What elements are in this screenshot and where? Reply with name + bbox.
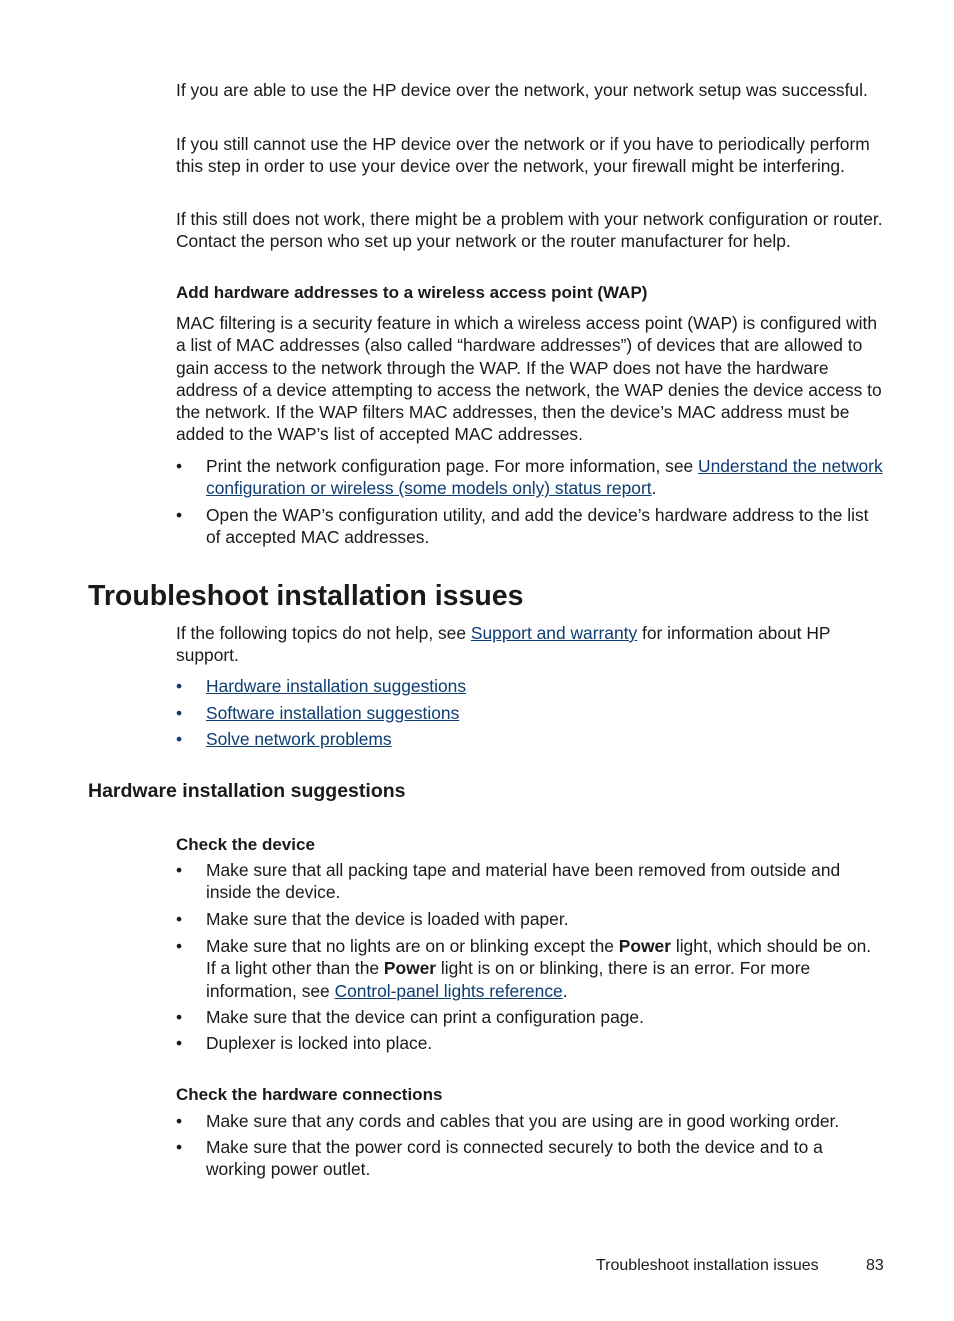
hardware-heading: Hardware installation suggestions: [88, 780, 406, 802]
bullet: •: [176, 703, 183, 723]
page-section-title: Troubleshoot installation issues: [88, 580, 524, 612]
bullet: •: [176, 729, 183, 749]
list-item-text: Open the WAP’s configuration utility, and add the device’s hardware address to the list of accepted MAC addresses.: [206, 505, 869, 548]
list-item-text: Make sure that the device can print a configuration page.: [206, 1007, 644, 1027]
list-item-text: Print the network configuration page. For more information, see Understand the network configuration or wireless (some models only) status report.: [206, 456, 883, 499]
wap-heading: Add hardware addresses to a wireless access point (WAP): [176, 283, 648, 302]
list-item-text: Make sure that any cords and cables that you are using are in good working order.: [206, 1111, 840, 1131]
list-item-text: Duplexer is locked into place.: [206, 1033, 433, 1053]
intro-paragraph-2: If you still cannot use the HP device over the network or if you have to periodically perform this step in order to use your device over the network, your firewall might be interfering.: [176, 134, 870, 177]
bullet: •: [176, 936, 183, 956]
bullet: •: [176, 909, 183, 929]
page-number: 83: [866, 1257, 884, 1274]
footer-section-label: Troubleshoot installation issues: [596, 1257, 819, 1274]
list-item-text: Make sure that the device is loaded with paper.: [206, 909, 569, 929]
bullet: •: [176, 860, 183, 880]
bullet: •: [176, 456, 183, 476]
understand-network-config-link[interactable]: Understand the network configuration or wireless (some models only) status report: [206, 456, 883, 499]
check-connections-heading: Check the hardware connections: [176, 1085, 443, 1104]
bullet: •: [176, 505, 183, 525]
bullet: •: [176, 1137, 183, 1157]
wap-body: MAC filtering is a security feature in which a wireless access point (WAP) is configured with a list of MAC addresses (also called “hardware addresses”) of devices that are allowed to gain access to the network through the WAP. If the WAP does not have the hardware address of a device attempting to access the network, the WAP denies the device access to the network. If the WAP filters MAC addresses, then the device’s MAC address must be added to the WAP’s list of accepted MAC addresses.: [176, 313, 882, 445]
list-item-text: Make sure that all packing tape and material have been removed from outside and inside the device.: [206, 860, 841, 903]
control-panel-lights-link[interactable]: Control-panel lights reference: [334, 980, 563, 1001]
troubleshoot-intro: If the following topics do not help, see Support and warranty for information about HP support.: [176, 623, 831, 666]
hardware-suggestions-link[interactable]: Hardware installation suggestions: [206, 676, 467, 696]
bullet: •: [176, 1033, 183, 1053]
list-item-text: Make sure that the power cord is connected securely to both the device and to a working power outlet.: [206, 1137, 823, 1180]
support-warranty-link[interactable]: Support and warranty: [470, 623, 638, 643]
check-device-heading: Check the device: [176, 835, 315, 854]
bullet: •: [176, 1007, 183, 1027]
intro-paragraph-1: If you are able to use the HP device over the network, your network setup was successful.: [176, 80, 868, 100]
list-item-text: Make sure that no lights are on or blinking except the Power light, which should be on. If a light other than the Power light is on or blinking, there is an error. For more information, see Control-panel lights reference.: [206, 936, 872, 1001]
software-suggestions-link[interactable]: Software installation suggestions: [206, 703, 460, 723]
bullet: •: [176, 1111, 183, 1131]
network-problems-link[interactable]: Solve network problems: [206, 729, 392, 749]
bullet: •: [176, 676, 183, 696]
intro-paragraph-3: If this still does not work, there might be a problem with your network configuration or router. Contact the person who set up your network or the router manufacturer for help.: [176, 209, 883, 252]
